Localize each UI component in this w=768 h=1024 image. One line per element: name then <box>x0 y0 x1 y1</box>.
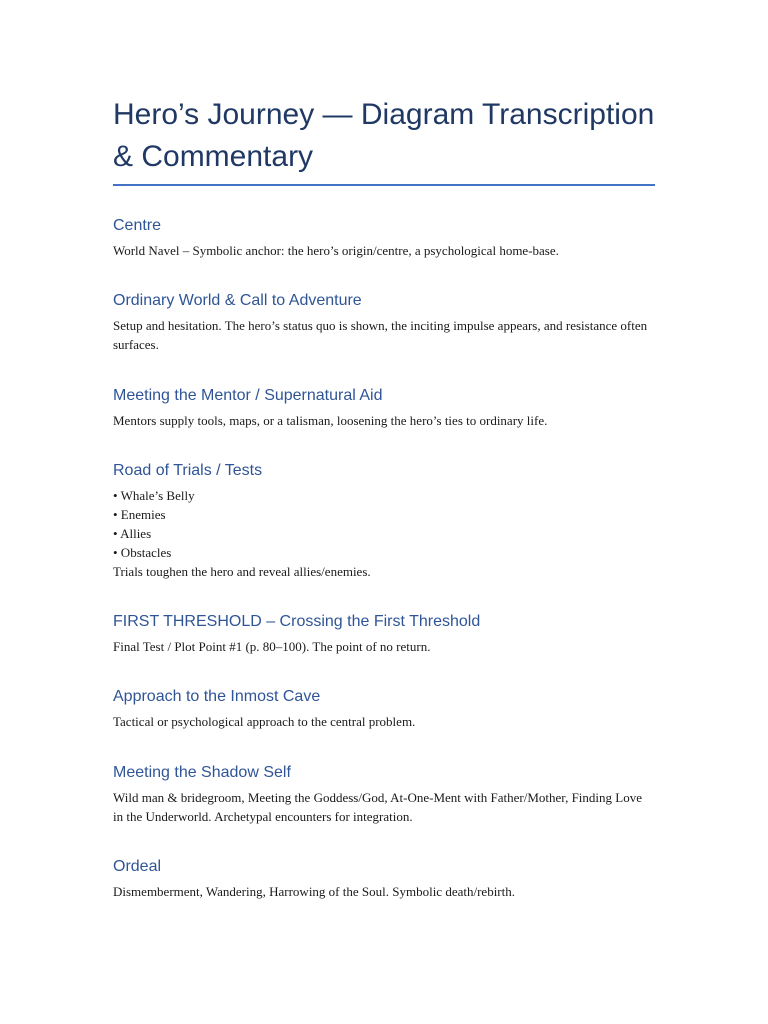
document-title: Hero’s Journey — Diagram Transcription & Commentary <box>113 94 655 186</box>
section-centre <box>113 216 655 260</box>
section-body: Wild man & bridegroom, Meeting the Goddess/God, At-One-Ment with Father/Mother, Finding Love in the Underworld. Archetypal encounters for integration. <box>113 790 642 824</box>
section-body: Final Test / Plot Point #1 (p. 80–100). The point of no return. <box>113 639 431 654</box>
section-shadow-self <box>113 763 655 826</box>
section-mentor <box>113 386 655 430</box>
trials-list <box>113 486 655 562</box>
section-body: Tactical or psychological approach to the central problem. <box>113 714 416 729</box>
section-first-threshold <box>113 612 655 656</box>
section-heading: Ordinary World & Call to Adventure <box>113 292 362 309</box>
section-heading: FIRST THRESHOLD – Crossing the First Threshold <box>113 613 481 630</box>
section-heading: Meeting the Shadow Self <box>113 764 291 781</box>
section-body: Mentors supply tools, maps, or a talisman, loosening the hero’s ties to ordinary life. <box>113 413 548 428</box>
list-item: • Enemies <box>113 507 166 522</box>
section-body: Dismemberment, Wandering, Harrowing of the Soul. Symbolic death/rebirth. <box>113 884 515 899</box>
section-body: Setup and hesitation. The hero’s status quo is shown, the inciting impulse appears, and resistance often surfaces. <box>113 318 648 352</box>
section-heading: Road of Trials / Tests <box>113 462 263 479</box>
section-heading: Meeting the Mentor / Supernatural Aid <box>113 387 383 404</box>
section-heading: Ordeal <box>113 858 162 875</box>
list-item: • Whale’s Belly <box>113 488 195 503</box>
section-heading: Centre <box>113 217 162 234</box>
list-item: • Obstacles <box>113 545 172 560</box>
section-road-of-trials <box>113 461 655 581</box>
section-inmost-cave <box>113 687 655 731</box>
section-body: Trials toughen the hero and reveal allies/enemies. <box>113 564 371 579</box>
section-heading: Approach to the Inmost Cave <box>113 688 321 705</box>
section-ordinary-world <box>113 291 655 354</box>
section-ordeal <box>113 857 655 901</box>
document-page <box>113 94 655 901</box>
list-item: • Allies <box>113 526 152 541</box>
section-body: World Navel – Symbolic anchor: the hero’s origin/centre, a psychological home-base. <box>113 243 559 258</box>
